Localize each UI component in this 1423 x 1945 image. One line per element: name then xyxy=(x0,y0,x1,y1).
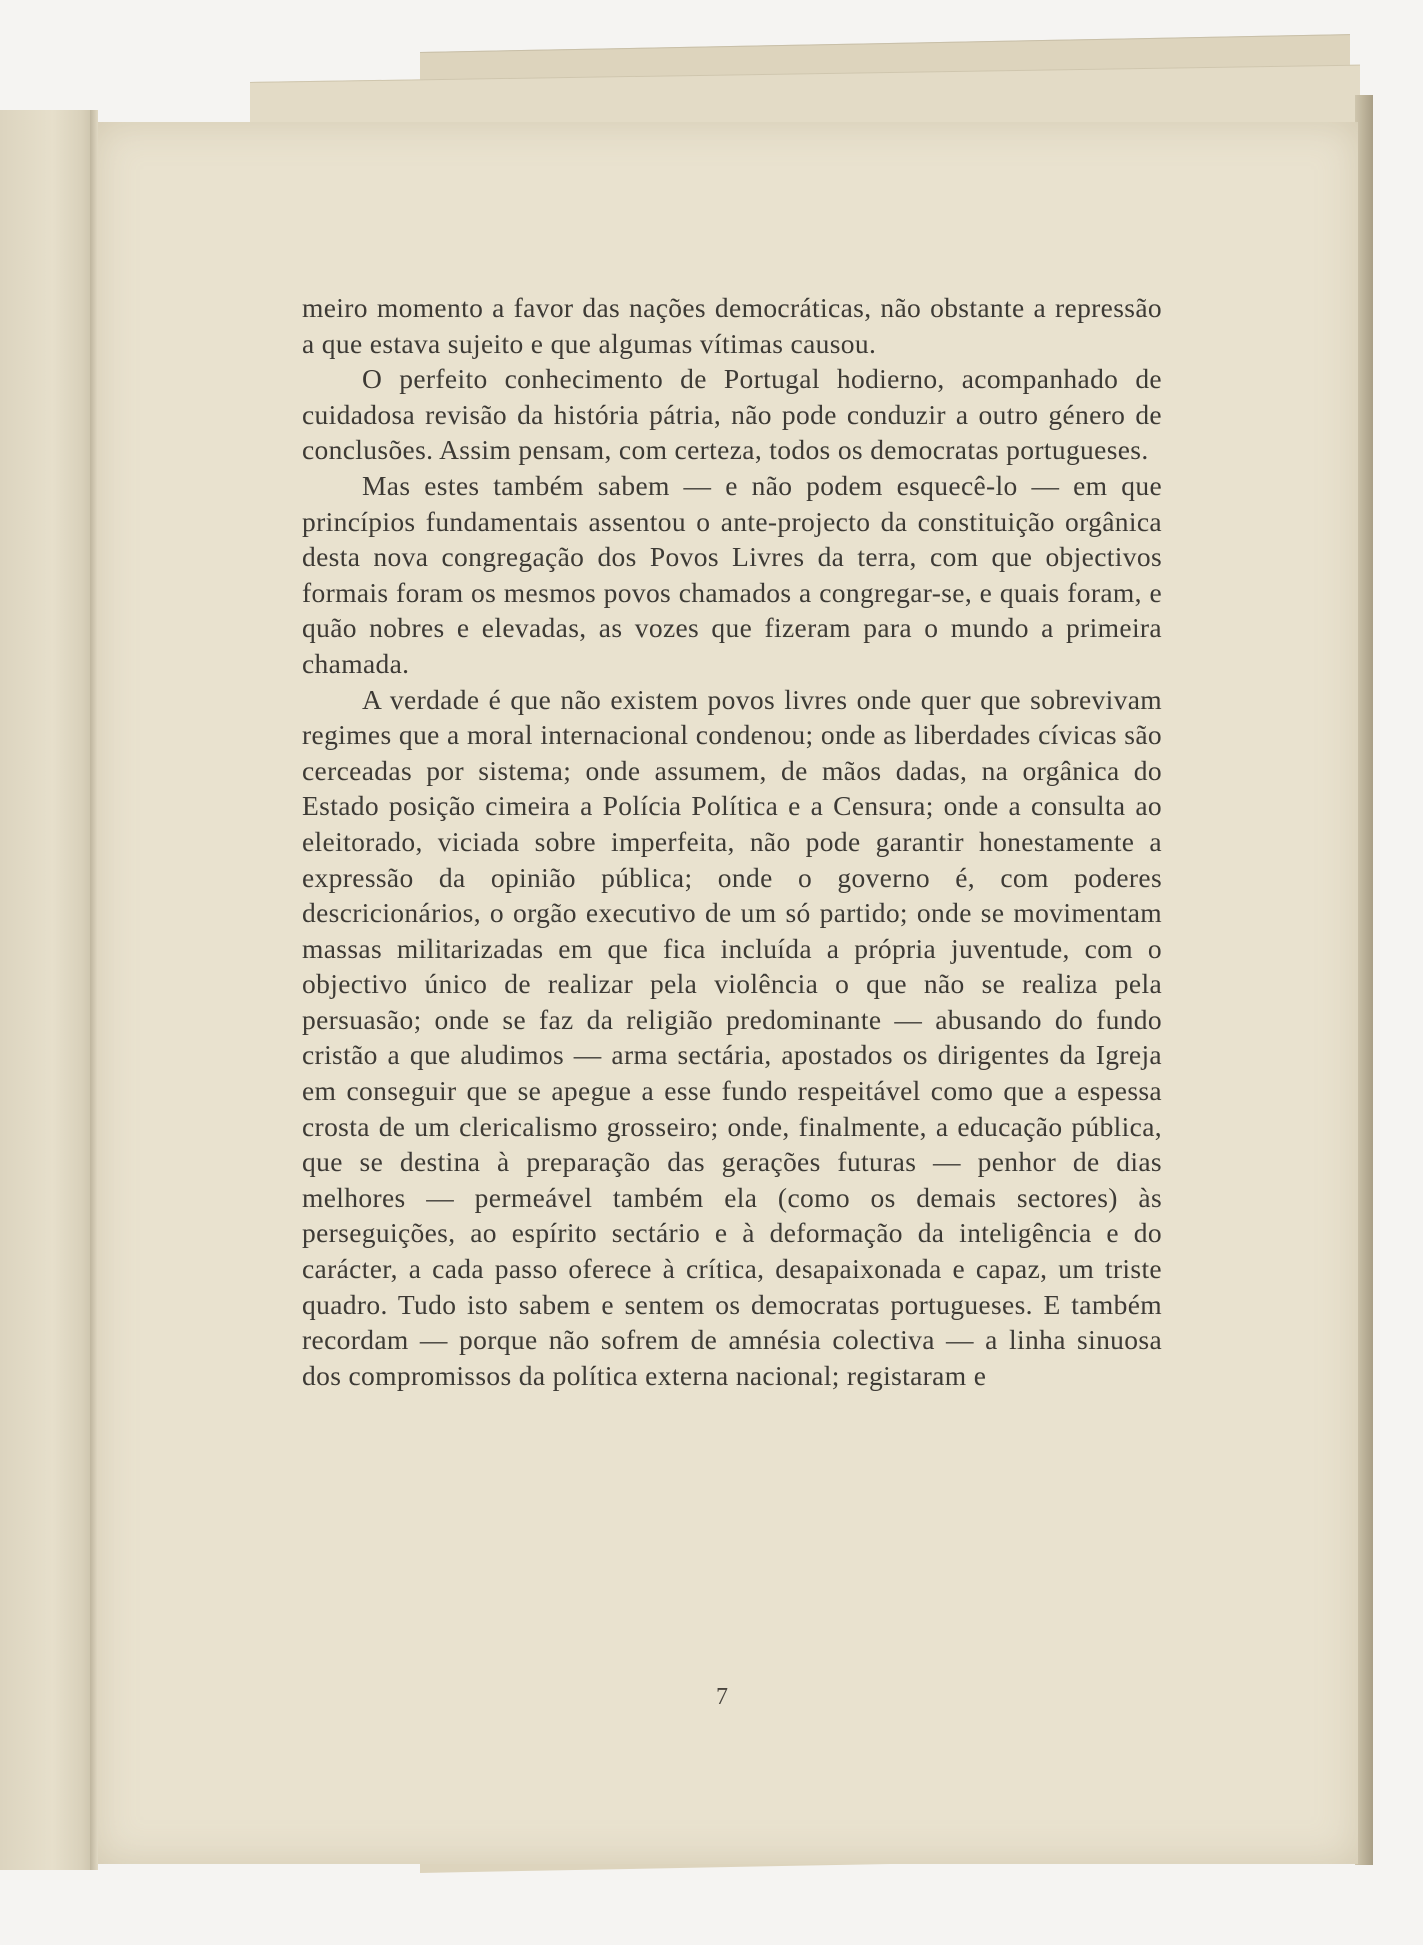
page-text xyxy=(302,290,1162,1393)
binding-fold xyxy=(90,110,98,1870)
page-number: 7 xyxy=(716,1684,728,1710)
paragraph-1: meiro momento a favor das nações democráticas, não obstante a repressão a que estava sujeito e que algumas vítimas causou. xyxy=(302,292,1162,359)
left-page-edge xyxy=(0,110,98,1870)
paragraph-2: O perfeito conhecimento de Portugal hodierno, acompanhado de cuidadosa revisão da história pátria, não pode conduzir a outro género de conclusões. Assim pensam, com certeza, todos os democratas portugueses. xyxy=(302,363,1162,466)
paragraph-4: A verdade é que não existem povos livres onde quer que sobrevivam regimes que a moral internacional condenou; onde as liberdades cívicas são cerceadas por sistema; onde assumem, de mãos dadas, na orgânica do Estado posição cimeira a Polícia Política e a Censura; onde a consulta ao eleitorado, viciada sobre imperfeita, não pode garantir honestamente a expressão da opinião pública; onde o governo é, com poderes descricionários, o orgão executivo de um só partido; onde se movimentam massas militarizadas em que fica incluída a própria juventude, com o objectivo único de realizar pela violência o que não se realiza pela persuasão; onde se faz da religião predominante — abusando do fundo cristão a que aludimos — arma sectária, apostados os dirigentes da Igreja em conseguir que se apegue a esse fundo respeitável como que a espessa crosta de um clericalismo grosseiro; onde, finalmente, a educação pública, que se destina à preparação das gerações futuras — penhor de dias melhores — permeável também ela (como os demais sectores) às perseguições, ao espírito sectário e à deformação da inteligência e do carácter, a cada passo oferece à crítica, desapaixonada e capaz, um triste quadro. Tudo isto sabem e sentem os democratas portugueses. E também recordam — porque não sofrem de amnésia colectiva — a linha sinuosa dos compromissos da política externa nacional; registaram e xyxy=(302,683,1162,1391)
paragraph-3: Mas estes também sabem — e não podem esquecê-lo — em que princípios fundamentais assentou o ante-projecto da constituição orgânica desta nova congregação dos Povos Livres da terra, com que objectivos formais foram os mesmos povos chamados a congregar-se, e quais foram, e quão nobres e elevadas, as vozes que fizeram para o mundo a primeira chamada. xyxy=(302,469,1162,679)
